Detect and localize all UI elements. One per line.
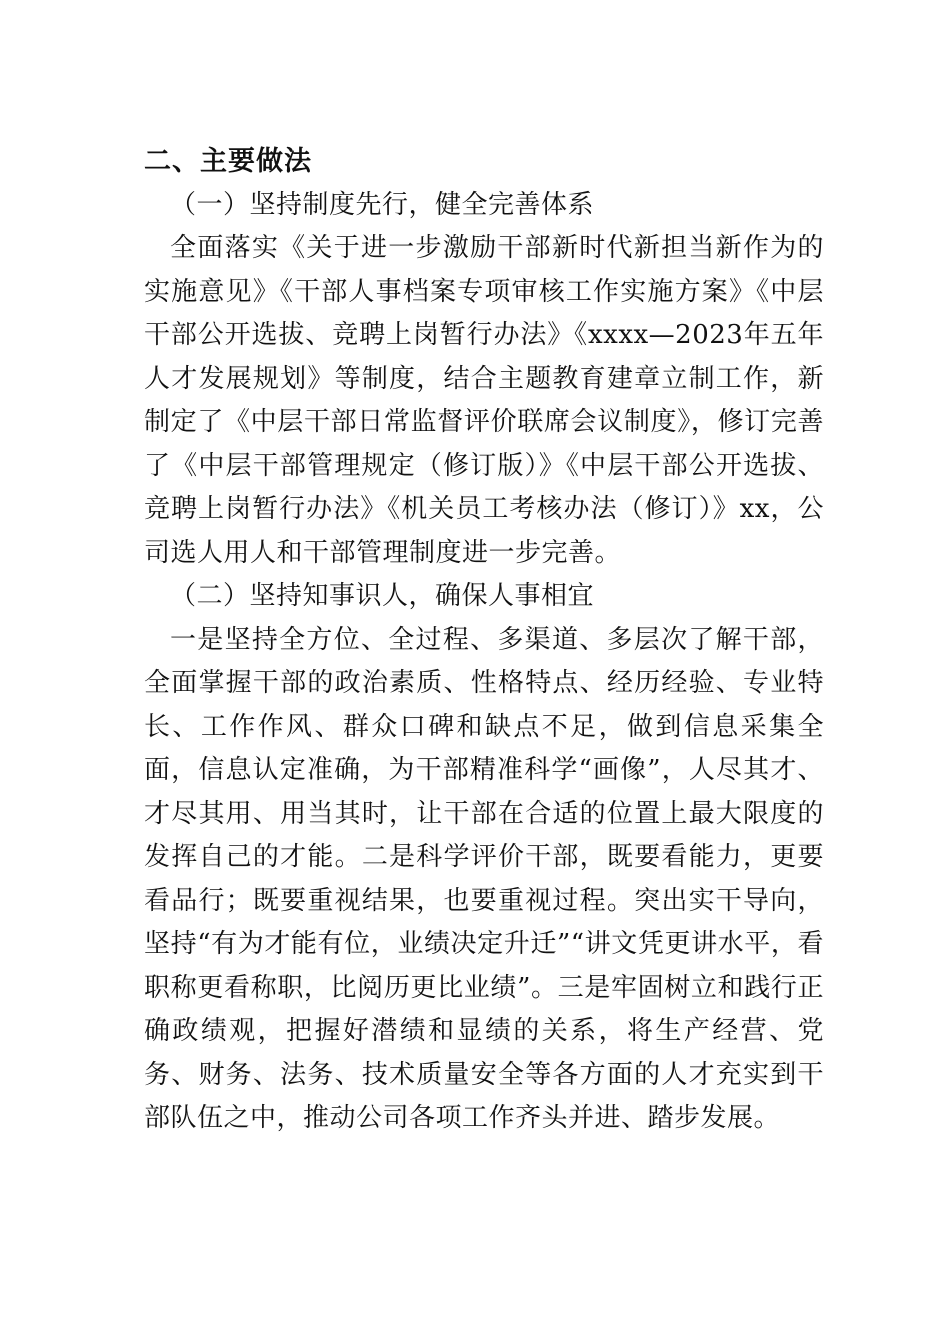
- section-heading: 二、主要做法: [144, 146, 312, 177]
- subsection-1-heading: （一）坚持制度先行，健全完善体系: [170, 189, 595, 220]
- subsection-1-paragraph: 全面落实《关于进一步激励干部新时代新担当新作为的实施意见》《干部人事档案专项审核工作实施方案》《中层干部公开选拔、竞聘上岗暂行办法》《xxxx—2023年五年人才发展规划》等制度，结合主题教育建章立制工作，新制定了《中层干部日常监督评价联席会议制度》，修订完善了《中层干部管理规定（修订版）》《中层干部公开选拔、竞聘上岗暂行办法》《机关员工考核办法（修订）》xx，公司选人用人和干部管理制度进一步完善。: [144, 233, 824, 568]
- document-body: [144, 140, 824, 1141]
- subsection-2-paragraph: 一是坚持全方位、全过程、多渠道、多层次了解干部，全面掌握干部的政治素质、性格特点、经历经验、专业特长、工作作风、群众口碑和缺点不足，做到信息采集全面，信息认定准确，为干部精准科学“画像”，人尽其才、才尽其用、用当其时，让干部在合适的位置上最大限度的发挥自己的才能。二是科学评价干部，既要看能力，更要看品行；既要重视结果，也要重视过程。突出实干导向，坚持“有为才能有位，业绩决定升迁”“讲文凭更讲水平，看职称更看称职，比阅历更比业绩”。三是牢固树立和践行正确政绩观，把握好潜绩和显绩的关系，将生产经营、党务、财务、法务、技术质量安全等各方面的人才充实到干部队伍之中，推动公司各项工作齐头并进、踏步发展。: [144, 624, 824, 1133]
- subsection-2-heading: （二）坚持知事识人，确保人事相宜: [170, 581, 595, 611]
